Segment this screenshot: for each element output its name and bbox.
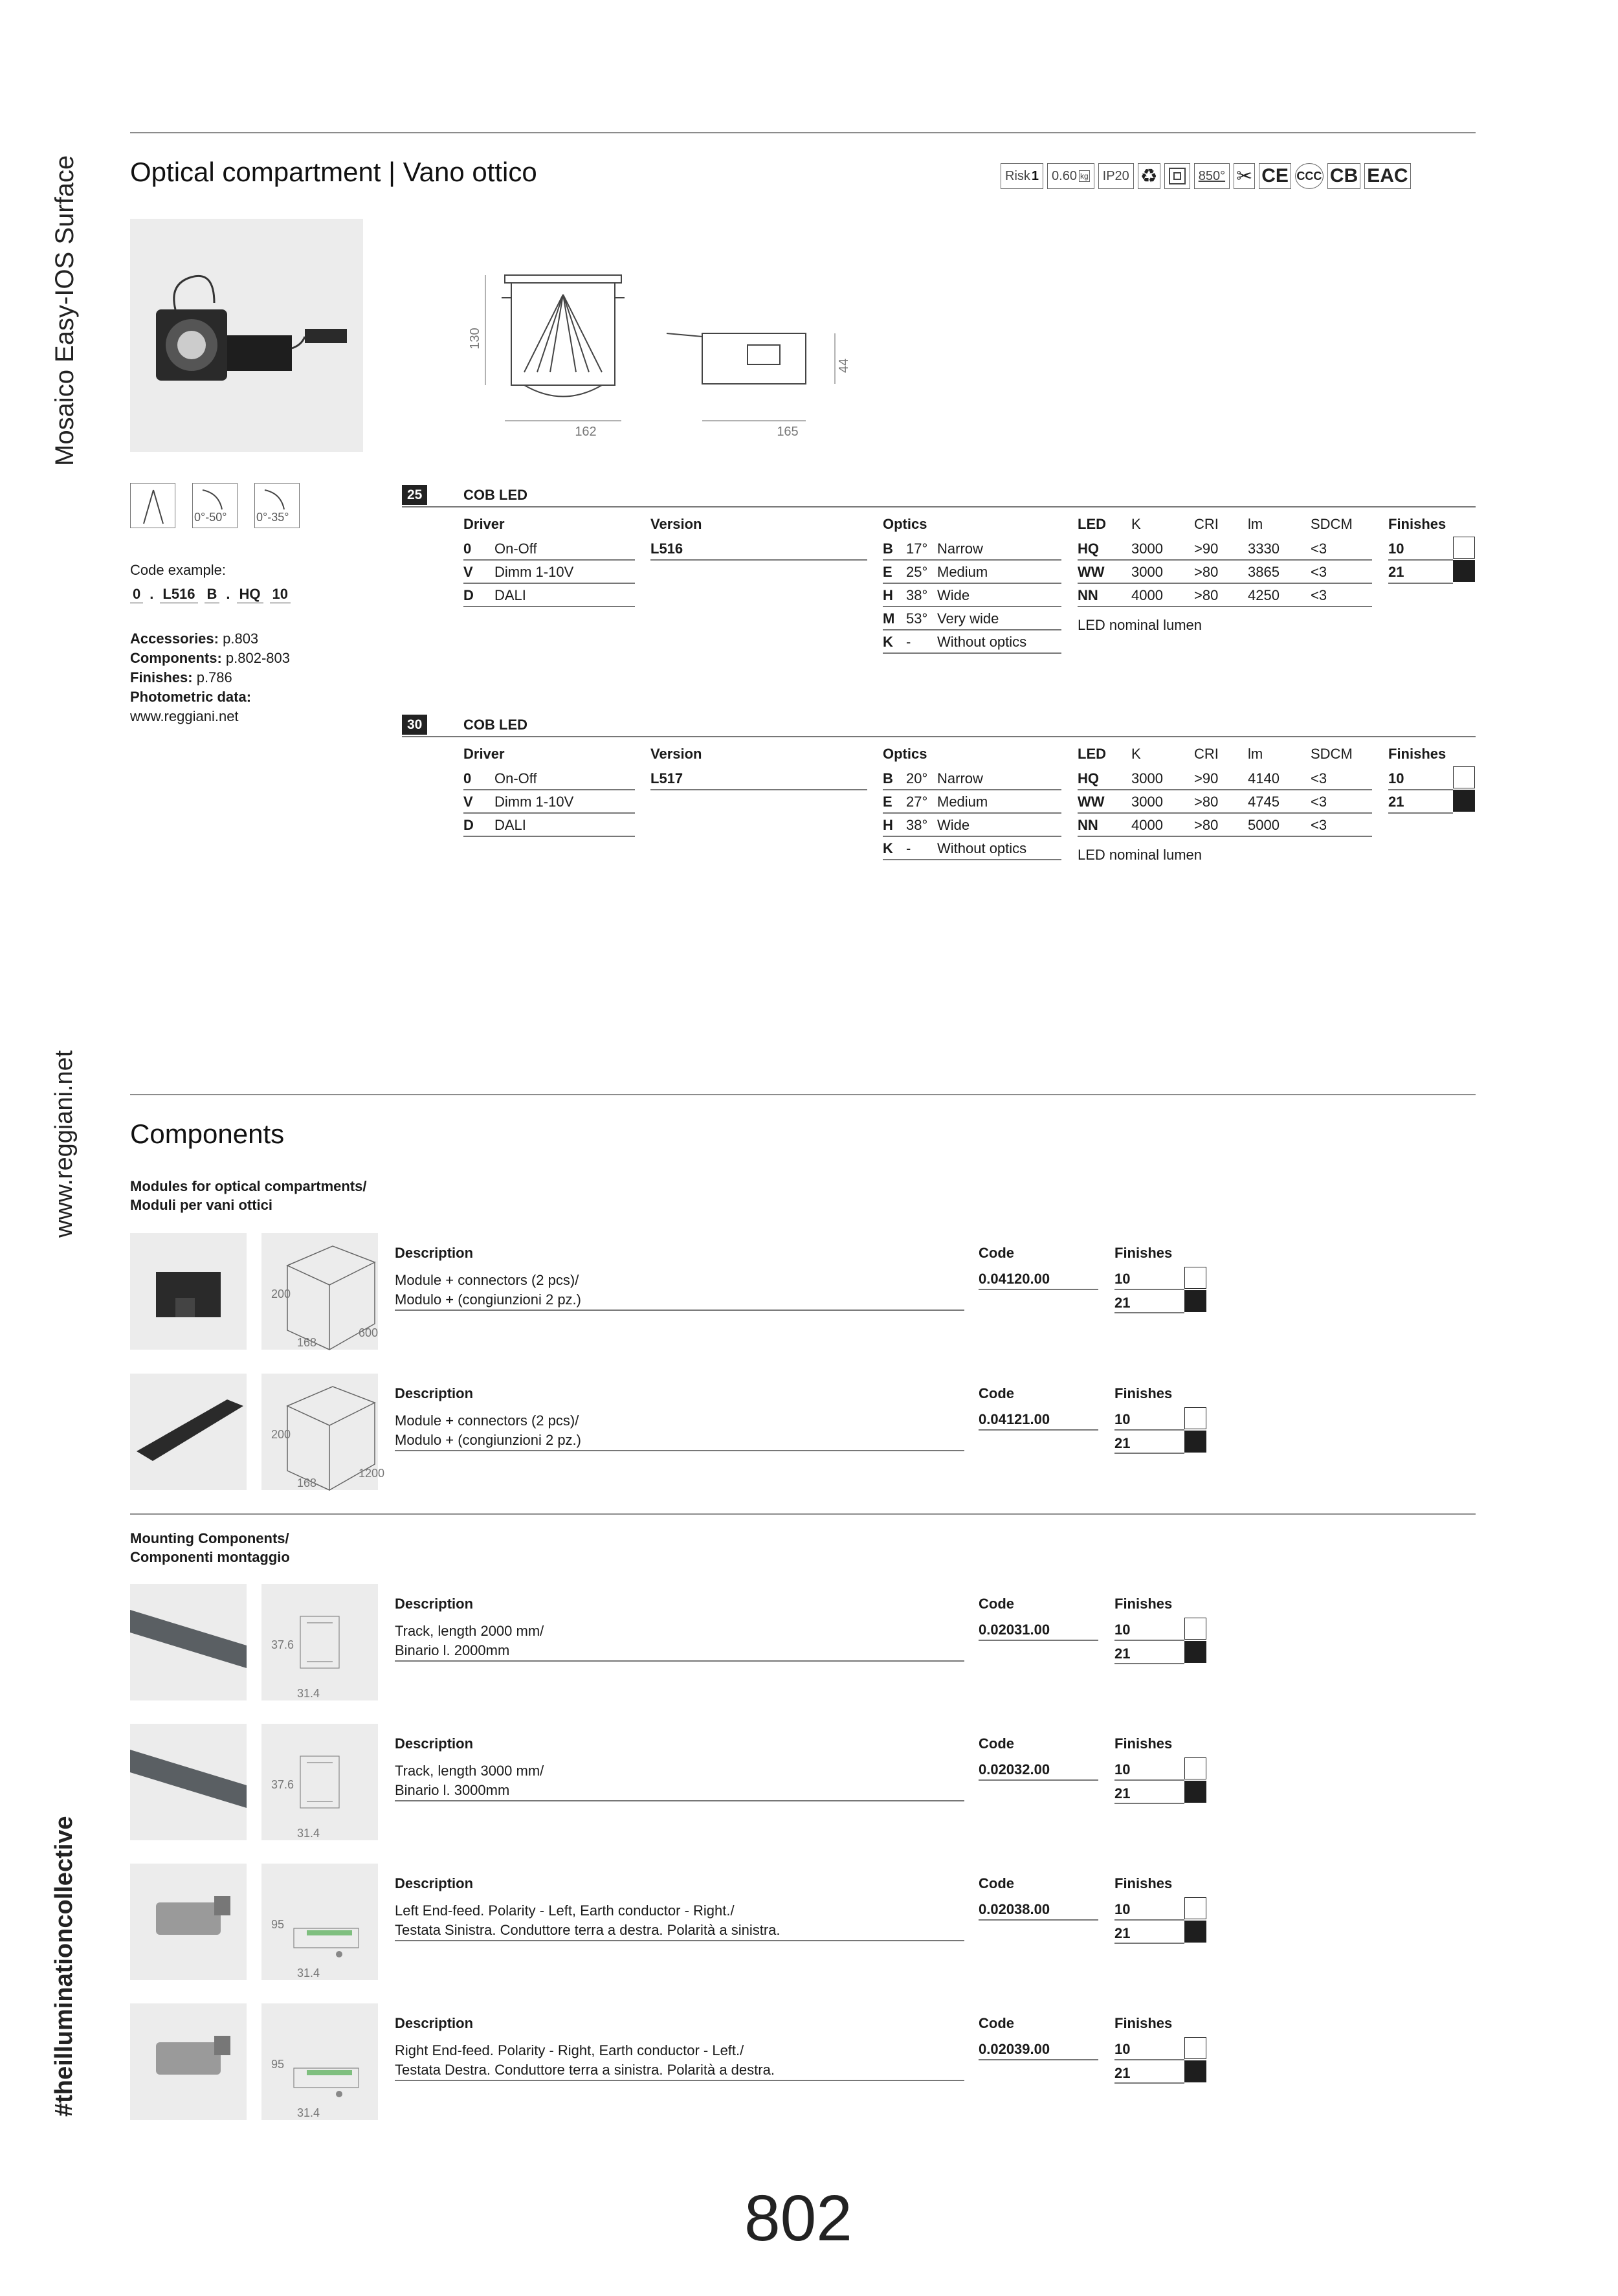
component-drawing bbox=[261, 1233, 378, 1350]
class-ii-icon bbox=[1164, 163, 1190, 189]
finish-black-swatch[interactable] bbox=[1184, 1431, 1206, 1453]
optic-name: Narrow bbox=[937, 541, 983, 557]
component-code: 0.02032.00 bbox=[979, 1761, 1050, 1778]
optic-angle: 17° bbox=[906, 541, 928, 557]
component-code: 0.02038.00 bbox=[979, 1901, 1050, 1917]
finish-white-swatch[interactable] bbox=[1184, 1267, 1206, 1289]
finish-code: 10 bbox=[1388, 541, 1404, 557]
finish-code: 10 bbox=[1388, 770, 1404, 786]
component-photo bbox=[130, 1864, 247, 1980]
optic-code: E bbox=[883, 794, 892, 810]
col-driver: Driver bbox=[463, 516, 505, 532]
led-code: NN bbox=[1078, 587, 1098, 603]
component-finishes-label: Finishes bbox=[1114, 1385, 1173, 1401]
led-k: 4000 bbox=[1131, 817, 1163, 833]
component-description: Module + connectors (2 pcs)/ Modulo + (congiunzioni 2 pz.) bbox=[395, 1272, 581, 1308]
code-example-label: Code example: bbox=[130, 562, 226, 578]
component-drawing bbox=[261, 1724, 378, 1840]
optic-angle: - bbox=[906, 634, 911, 650]
no-insulation-icon: ✂ bbox=[1234, 163, 1255, 189]
optic-code: H bbox=[883, 817, 893, 833]
driver-name: On-Off bbox=[494, 770, 537, 786]
led-k: 3000 bbox=[1131, 541, 1163, 557]
component-finishes-label: Finishes bbox=[1114, 1875, 1173, 1891]
led-cri: >80 bbox=[1194, 794, 1219, 810]
col-k: K bbox=[1131, 746, 1141, 762]
led-code: HQ bbox=[1078, 541, 1099, 557]
component-code-label: Code bbox=[979, 1735, 1014, 1752]
component-dim: 37.6 bbox=[271, 1638, 294, 1651]
dim-width-2: 165 bbox=[777, 425, 799, 439]
weight-badge: 0.60 kg bbox=[1047, 163, 1094, 189]
col-optics: Optics bbox=[883, 746, 927, 762]
driver-name: On-Off bbox=[494, 541, 537, 557]
component-code: 0.04120.00 bbox=[979, 1271, 1050, 1287]
component-dim: 37.6 bbox=[271, 1778, 294, 1791]
led-lm: 3865 bbox=[1248, 564, 1280, 580]
risk-badge: Risk 1 bbox=[1001, 163, 1043, 189]
references bbox=[130, 629, 290, 726]
led-sdcm: <3 bbox=[1311, 817, 1327, 833]
tilt-35-label: 0°-35° bbox=[256, 511, 289, 524]
component-description-label: Description bbox=[395, 1385, 474, 1401]
led-lm: 3330 bbox=[1248, 541, 1280, 557]
finish-black-swatch[interactable] bbox=[1453, 790, 1475, 812]
led-type: COB LED bbox=[463, 717, 527, 733]
led-sdcm: <3 bbox=[1311, 587, 1327, 603]
component-drawing bbox=[261, 1864, 378, 1980]
dim-height-2: 44 bbox=[837, 358, 851, 373]
finish-code: 21 bbox=[1388, 564, 1404, 580]
ccc-mark-icon: CCC bbox=[1295, 163, 1324, 189]
component-code-label: Code bbox=[979, 1596, 1014, 1612]
led-cri: >80 bbox=[1194, 817, 1219, 833]
finish-white-swatch[interactable] bbox=[1184, 1407, 1206, 1429]
ce-mark-icon: CE bbox=[1259, 163, 1291, 189]
optic-code: K bbox=[883, 840, 893, 856]
finish-black-swatch[interactable] bbox=[1184, 1781, 1206, 1803]
side-brand: Mosaico Easy-IOS Surface bbox=[50, 155, 79, 466]
col-sdcm: SDCM bbox=[1311, 746, 1353, 762]
version-code: L517 bbox=[650, 770, 683, 786]
component-photo bbox=[130, 1584, 247, 1700]
col-led: LED bbox=[1078, 516, 1106, 532]
optic-name: Medium bbox=[937, 564, 988, 580]
optical-title: Optical compartment | Vano ottico bbox=[130, 157, 537, 187]
col-led: LED bbox=[1078, 746, 1106, 762]
beam-angle-icon bbox=[130, 483, 175, 528]
component-photo bbox=[130, 2003, 247, 2120]
led-sdcm: <3 bbox=[1311, 564, 1327, 580]
component-drawing bbox=[261, 1374, 385, 1490]
driver-code: V bbox=[463, 564, 473, 580]
finish-black-swatch[interactable] bbox=[1184, 1641, 1206, 1663]
ref-accessories: Accessories: p.803 bbox=[130, 630, 259, 647]
finish-code: 21 bbox=[1114, 1785, 1131, 1801]
finish-code: 10 bbox=[1114, 1411, 1131, 1427]
eac-mark-icon: EAC bbox=[1364, 163, 1410, 189]
finish-black-swatch[interactable] bbox=[1453, 560, 1475, 582]
finish-code: 21 bbox=[1114, 1295, 1131, 1311]
driver-code: D bbox=[463, 587, 474, 603]
cb-mark: CB bbox=[1327, 163, 1360, 189]
driver-name: Dimm 1-10V bbox=[494, 564, 574, 580]
component-dim: 168 bbox=[297, 1336, 317, 1349]
col-lm: lm bbox=[1248, 516, 1263, 532]
led-code: WW bbox=[1078, 564, 1105, 580]
recycle-icon: ♻ bbox=[1138, 163, 1160, 189]
component-dim: 95 bbox=[271, 2058, 285, 2071]
watt-tag: 25 W bbox=[402, 485, 427, 505]
driver-code: 0 bbox=[463, 770, 472, 786]
glow-wire-badge: 850° bbox=[1194, 163, 1230, 189]
driver-code: V bbox=[463, 794, 473, 810]
led-cri: >80 bbox=[1194, 587, 1219, 603]
led-code: WW bbox=[1078, 794, 1105, 810]
optic-code: B bbox=[883, 541, 893, 557]
finish-white-swatch[interactable] bbox=[1453, 537, 1475, 559]
led-lm: 4140 bbox=[1248, 770, 1280, 786]
led-cri: >80 bbox=[1194, 564, 1219, 580]
ref-finishes: Finishes: p.786 bbox=[130, 669, 232, 685]
driver-name: DALI bbox=[494, 817, 526, 833]
optic-code: E bbox=[883, 564, 892, 580]
led-note: LED nominal lumen bbox=[1078, 847, 1202, 863]
component-dim: 31.4 bbox=[297, 2106, 320, 2119]
optic-name: Medium bbox=[937, 794, 988, 810]
col-cri: CRI bbox=[1194, 746, 1219, 762]
ip-badge: IP20 bbox=[1098, 163, 1134, 189]
finish-code: 10 bbox=[1114, 1901, 1131, 1917]
component-photo bbox=[130, 1374, 247, 1490]
col-finishes: Finishes bbox=[1388, 516, 1446, 532]
tilt-50-icon bbox=[192, 483, 238, 528]
product-photo-illustration bbox=[130, 219, 363, 452]
product-photo bbox=[130, 219, 363, 452]
finish-code: 10 bbox=[1114, 2041, 1131, 2057]
component-code-label: Code bbox=[979, 2015, 1014, 2031]
optic-name: Wide bbox=[937, 817, 970, 833]
finish-code: 10 bbox=[1114, 1622, 1131, 1638]
side-website: www.reggiani.net bbox=[50, 1050, 78, 1238]
finish-white-swatch[interactable] bbox=[1184, 1618, 1206, 1640]
component-dim: 1200 bbox=[359, 1467, 385, 1480]
component-finishes-label: Finishes bbox=[1114, 1735, 1173, 1752]
col-version: Version bbox=[650, 516, 702, 532]
finish-white-swatch[interactable] bbox=[1184, 1757, 1206, 1779]
ref-components: Components: p.802-803 bbox=[130, 650, 290, 666]
led-k: 3000 bbox=[1131, 564, 1163, 580]
mounting-heading: Mounting Components/ Componenti montaggio bbox=[130, 1530, 290, 1565]
component-code-label: Code bbox=[979, 1385, 1014, 1401]
optic-angle: 38° bbox=[906, 587, 928, 603]
optic-angle: - bbox=[906, 840, 911, 856]
led-k: 3000 bbox=[1131, 770, 1163, 786]
led-sdcm: <3 bbox=[1311, 541, 1327, 557]
technical-drawing bbox=[453, 269, 906, 437]
led-lm: 4745 bbox=[1248, 794, 1280, 810]
component-dim: 200 bbox=[271, 1428, 291, 1441]
optic-angle: 53° bbox=[906, 610, 928, 627]
certification-badges bbox=[1001, 163, 1411, 189]
finish-code: 21 bbox=[1114, 1435, 1131, 1451]
col-finishes: Finishes bbox=[1388, 746, 1446, 762]
led-sdcm: <3 bbox=[1311, 770, 1327, 786]
col-lm: lm bbox=[1248, 746, 1263, 762]
component-description-label: Description bbox=[395, 2015, 474, 2031]
component-photo bbox=[130, 1233, 247, 1350]
finish-black-swatch[interactable] bbox=[1184, 2060, 1206, 2082]
component-drawing bbox=[261, 1584, 378, 1700]
top-rule bbox=[130, 132, 1476, 133]
led-k: 4000 bbox=[1131, 587, 1163, 603]
component-description-label: Description bbox=[395, 1875, 474, 1891]
component-code-label: Code bbox=[979, 1875, 1014, 1891]
component-dim: 600 bbox=[359, 1326, 379, 1339]
optic-code: K bbox=[883, 634, 893, 650]
led-lm: 5000 bbox=[1248, 817, 1280, 833]
optic-angle: 38° bbox=[906, 817, 928, 833]
optic-name: Wide bbox=[937, 587, 970, 603]
optic-code: M bbox=[883, 610, 895, 627]
driver-code: D bbox=[463, 817, 474, 833]
components-title: Components bbox=[130, 1119, 285, 1149]
component-code-label: Code bbox=[979, 1245, 1014, 1261]
optic-angle: 20° bbox=[906, 770, 928, 786]
col-k: K bbox=[1131, 516, 1141, 532]
col-driver: Driver bbox=[463, 746, 505, 762]
component-code: 0.02039.00 bbox=[979, 2041, 1050, 2057]
driver-code: 0 bbox=[463, 541, 472, 557]
led-note: LED nominal lumen bbox=[1078, 617, 1202, 633]
optic-angle: 25° bbox=[906, 564, 928, 580]
version-code: L516 bbox=[650, 541, 683, 557]
col-version: Version bbox=[650, 746, 702, 762]
finish-black-swatch[interactable] bbox=[1184, 1921, 1206, 1943]
led-sdcm: <3 bbox=[1311, 794, 1327, 810]
led-type: COB LED bbox=[463, 487, 527, 503]
component-finishes-label: Finishes bbox=[1114, 1245, 1173, 1261]
component-code: 0.04121.00 bbox=[979, 1411, 1050, 1427]
led-lm: 4250 bbox=[1248, 587, 1280, 603]
component-dim: 168 bbox=[297, 1477, 317, 1489]
col-optics: Optics bbox=[883, 516, 927, 532]
finish-code: 21 bbox=[1388, 794, 1404, 810]
component-photo bbox=[130, 1724, 247, 1840]
mounting-rule bbox=[130, 1513, 1476, 1515]
component-dim: 31.4 bbox=[297, 1967, 320, 1979]
optic-code: H bbox=[883, 587, 893, 603]
optic-angle: 27° bbox=[906, 794, 928, 810]
component-dim: 31.4 bbox=[297, 1687, 320, 1700]
component-code: 0.02031.00 bbox=[979, 1622, 1050, 1638]
driver-name: Dimm 1-10V bbox=[494, 794, 574, 810]
tilt-50-label: 0°-50° bbox=[194, 511, 227, 524]
led-k: 3000 bbox=[1131, 794, 1163, 810]
component-description: Track, length 2000 mm/ Binario l. 2000mm bbox=[395, 1623, 544, 1658]
col-sdcm: SDCM bbox=[1311, 516, 1353, 532]
finish-white-swatch[interactable] bbox=[1184, 1897, 1206, 1919]
component-description-label: Description bbox=[395, 1245, 474, 1261]
component-dim: 200 bbox=[271, 1287, 291, 1300]
component-description: Module + connectors (2 pcs)/ Modulo + (congiunzioni 2 pz.) bbox=[395, 1412, 581, 1448]
led-cri: >90 bbox=[1194, 770, 1219, 786]
finish-code: 21 bbox=[1114, 2065, 1131, 2081]
finish-code: 10 bbox=[1114, 1761, 1131, 1778]
finish-code: 21 bbox=[1114, 1925, 1131, 1941]
led-code: NN bbox=[1078, 817, 1098, 833]
watt-tag: 30 W bbox=[402, 715, 427, 735]
led-cri: >90 bbox=[1194, 541, 1219, 557]
col-cri: CRI bbox=[1194, 516, 1219, 532]
optic-name: Narrow bbox=[937, 770, 983, 786]
finish-black-swatch[interactable] bbox=[1184, 1290, 1206, 1312]
led-code: HQ bbox=[1078, 770, 1099, 786]
optic-name: Very wide bbox=[937, 610, 999, 627]
component-description-label: Description bbox=[395, 1735, 474, 1752]
driver-name: DALI bbox=[494, 587, 526, 603]
optic-code: B bbox=[883, 770, 893, 786]
finish-white-swatch[interactable] bbox=[1184, 2037, 1206, 2059]
component-finishes-label: Finishes bbox=[1114, 1596, 1173, 1612]
component-drawing bbox=[261, 2003, 378, 2120]
component-dim: 95 bbox=[271, 1918, 285, 1931]
finish-code: 10 bbox=[1114, 1271, 1131, 1287]
dim-width-1: 162 bbox=[575, 425, 597, 439]
component-dim: 31.4 bbox=[297, 1827, 320, 1840]
finish-white-swatch[interactable] bbox=[1453, 766, 1475, 788]
tilt-35-icon bbox=[254, 483, 300, 528]
code-example: 0 . L516 B . HQ 10 bbox=[130, 586, 291, 603]
component-description: Left End-feed. Polarity - Left, Earth conductor - Right./ Testata Sinistra. Conduttore terra a destra. Polarità a sinistra. bbox=[395, 1902, 781, 1938]
component-finishes-label: Finishes bbox=[1114, 2015, 1173, 2031]
modules-heading: Modules for optical compartments/ Moduli per vani ottici bbox=[130, 1178, 367, 1213]
component-description: Track, length 3000 mm/ Binario l. 3000mm bbox=[395, 1763, 544, 1798]
page-number: 802 bbox=[744, 2182, 852, 2255]
component-description: Right End-feed. Polarity - Right, Earth conductor - Left./ Testata Destra. Conduttore terra a sinistra. Polarità a destra. bbox=[395, 2042, 775, 2078]
component-description-label: Description bbox=[395, 1596, 474, 1612]
ref-website[interactable]: www.reggiani.net bbox=[130, 708, 239, 724]
components-rule bbox=[130, 1094, 1476, 1095]
ref-photometric: Photometric data: bbox=[130, 689, 252, 705]
optic-name: Without optics bbox=[937, 840, 1027, 856]
optic-name: Without optics bbox=[937, 634, 1027, 650]
finish-code: 21 bbox=[1114, 1645, 1131, 1662]
dim-height-1: 130 bbox=[468, 328, 482, 350]
side-hashtag: #theilluminationcollective bbox=[50, 1816, 78, 2117]
